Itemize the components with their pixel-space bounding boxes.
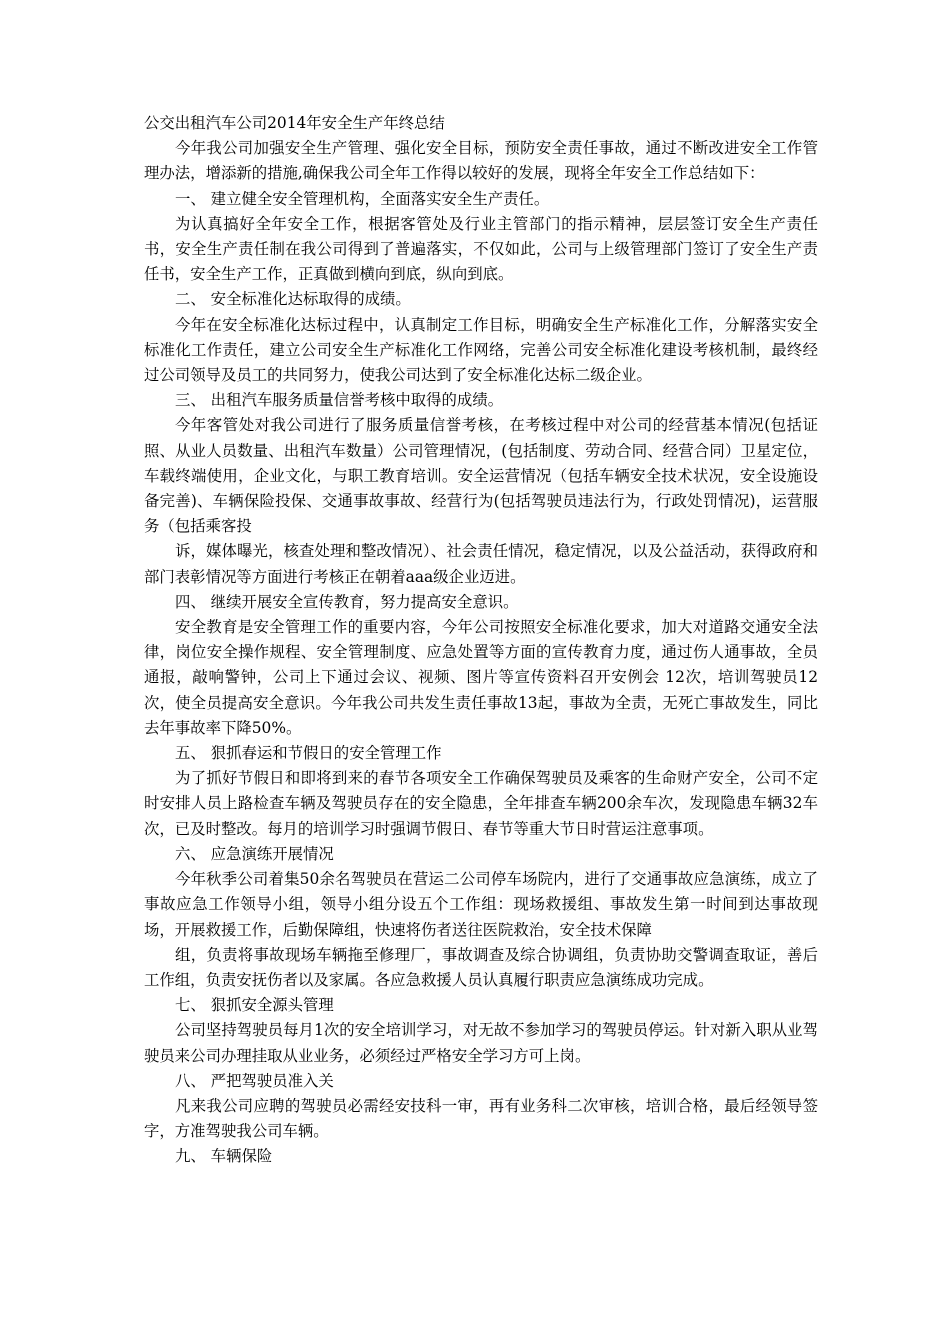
section-heading-8: 八、 严把驾驶员准入关: [175, 1071, 334, 1090]
section-body-4: 安全教育是安全管理工作的重要内容，今年公司按照安全标准化要求，加大对道路交通安全法律，岗位安全操作规程、安全管理制度、应急处置等方面的宣传教育力度，通过伤人通事故，全员通报，敲响警钟，公司上下通过会议、视频、图片等宣传资料召开安例会 12次，培训驾驶员12次，使全员提高安全意识。今年我公司共发生责任事故13起，事故为全责，无死亡事故发生，同比去年事故率下降50%。: [144, 618, 818, 737]
document-title: 公交出租汽车公司2014年安全生产年终总结: [144, 114, 445, 132]
section-body-7: 公司坚持驾驶员每月1次的安全培训学习，对无故不参加学习的驾驶员停运。针对新入职从业驾驶员来公司办理挂取从业业务，必须经过严格安全学习方可上岗。: [144, 1021, 818, 1065]
section-heading-3: 三、 出租汽车服务质量信誉考核中取得的成绩。: [175, 391, 504, 410]
section-body-6-cont: 组，负责将事故现场车辆拖至修理厂，事故调查及综合协调组，负责协助交警调查取证，善后工作组，负责安抚伤者以及家属。各应急救援人员认真履行职责应急演练成功完成。: [144, 945, 818, 989]
section-body-5: 为了抓好节假日和即将到来的春节各项安全工作确保驾驶员及乘客的生命财产安全，公司不定时安排人员上路检查车辆及驾驶员存在的安全隐患，全年排查车辆200余车次，发现隐患车辆32车次，已及时整改。每月的培训学习时强调节假日、春节等重大节日时营运注意事项。: [144, 769, 818, 838]
section-heading-4: 四、 继续开展安全宣传教育，努力提高安全意识。: [175, 592, 519, 611]
section-heading-9: 九、 车辆保险: [175, 1147, 273, 1166]
section-body-8: 凡来我公司应聘的驾驶员必需经安技科一审，再有业务科二次审核，培训合格，最后经领导签字，方准驾驶我公司车辆。: [144, 1096, 818, 1141]
section-heading-1: 一、 建立健全安全管理机构，全面落实安全生产责任。: [175, 189, 550, 208]
section-heading-7: 七、 狠抓安全源头管理: [175, 996, 334, 1015]
section-heading-2: 二、 安全标准化达标取得的成绩。: [175, 290, 411, 309]
section-heading-5: 五、 狠抓春运和节假日的安全管理工作: [175, 744, 442, 763]
section-body-2: 今年在安全标准化达标过程中，认真制定工作目标，明确安全生产标准化工作，分解落实安全标准化工作责任，建立公司安全生产标准化工作网络，完善公司安全标准化建设考核机制，最终经过公司领导及员工的共同努力，使我公司达到了安全标准化达标二级企业。: [144, 315, 818, 385]
section-heading-6: 六、 应急演练开展情况: [175, 844, 334, 863]
section-body-6: 今年秋季公司着集50余名驾驶员在营运二公司停车场院内，进行了交通事故应急演练，成立了事故应急工作领导小组，领导小组分设五个工作组：现场救援组、事故发生第一时间到达事故现场，开展救援工作，后勤保障组，快速将伤者送往医院救治，安全技术保障: [144, 870, 818, 939]
intro-paragraph: 今年我公司加强安全生产管理、强化安全目标，预防安全责任事故，通过不断改进安全工作管理办法，增添新的措施,确保我公司全年工作得以较好的发展，现将全年安全工作总结如下：: [144, 139, 818, 183]
document-body: [144, 111, 818, 1170]
section-body-3-cont: 诉，媒体曝光，核查处理和整改情况）、社会责任情况，稳定情况，以及公益活动，获得政府和部门表彰情况等方面进行考核正在朝着aaa级企业迈进。: [144, 542, 818, 586]
section-body-1: 为认真搞好全年安全工作，根据客管处及行业主管部门的指示精神，层层签订安全生产责任书，安全生产责任制在我公司得到了普遍落实，不仅如此，公司与上级管理部门签订了安全生产责任书，安全生产工作，正真做到横向到底，纵向到底。: [144, 214, 818, 284]
section-body-3: 今年客管处对我公司进行了服务质量信誉考核，在考核过程中对公司的经营基本情况(包括证照、从业人员数量、出租汽车数量）公司管理情况，(包括制度、劳动合同、经营合同）卫星定位，车载终端使用，企业文化，与职工教育培训。安全运营情况（包括车辆安全技术状况，安全设施设备完善)、车辆保险投保、交通事故事故、经营行为(包括驾驶员违法行为，行政处罚情况)，运营服务（包括乘客投: [144, 416, 818, 536]
